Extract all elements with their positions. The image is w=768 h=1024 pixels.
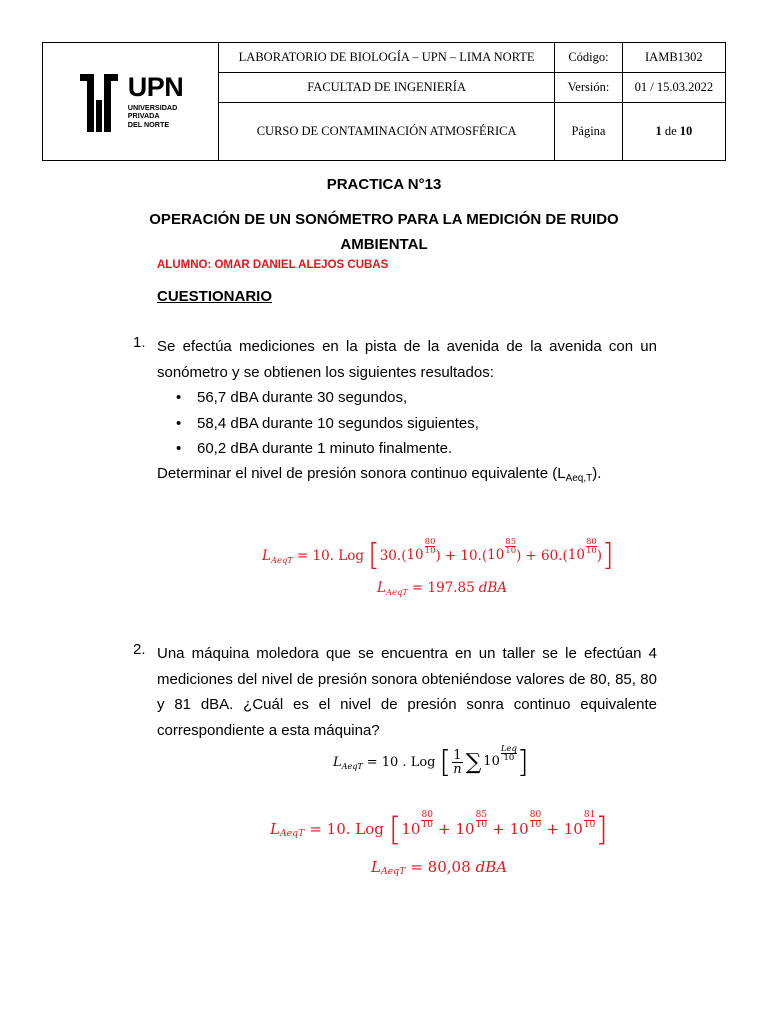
term-2-base: 10	[455, 819, 475, 838]
term-3-exp-den: 10	[529, 819, 542, 830]
upn-torch-icon	[78, 70, 120, 134]
term-2-base: 10	[487, 546, 505, 563]
general-frac-num: 1	[453, 748, 462, 763]
term-3-exp-num: 80	[585, 536, 597, 547]
general-lhs: L	[333, 755, 342, 770]
q1-number: 1.	[133, 334, 146, 351]
term-1-exp-num: 80	[424, 536, 436, 547]
page-total: 10	[679, 124, 693, 138]
term-3-coef: + 60.(	[525, 547, 568, 564]
sum-symbol: ∑	[465, 750, 482, 775]
page-label: Página	[555, 103, 622, 161]
list-item: • 56,7 dBA durante 30 segundos,	[176, 385, 479, 411]
term-4-exp-num: 81	[583, 809, 596, 820]
q1-bullet-list	[176, 385, 479, 462]
faculty-name: FACULTAD DE INGENIERÍA	[219, 73, 555, 103]
term-2-exp-den: 10	[475, 819, 488, 830]
logo-line-3: DEL NORTE	[127, 119, 170, 129]
version-label: Versión:	[555, 73, 622, 103]
term-1-coef: 30.(	[379, 547, 407, 564]
q1-result	[377, 580, 507, 596]
version-value: 01 / 15.03.2022	[622, 73, 725, 103]
practice-title: PRACTICA N°13	[326, 176, 442, 193]
practice-subtitle: OPERACIÓN DE UN SONÓMETRO PARA LA MEDICIÓN DE RUIDO AMBIENTAL	[149, 211, 619, 253]
result-unit: dBA	[478, 580, 508, 596]
term-3-exp-num: 80	[529, 809, 542, 820]
section-heading: CUESTIONARIO	[157, 288, 273, 305]
lab-name: LABORATORIO DE BIOLOGÍA – UPN – LIMA NORTE	[219, 43, 555, 73]
term-4-base: 10	[563, 819, 583, 838]
q1-question	[157, 465, 601, 484]
term-3-exp-den: 10	[585, 546, 597, 556]
q1-question-pre: Determinar el nivel de presión sonora continuo equivalente (L	[157, 465, 566, 482]
term-3-base: 10	[509, 819, 529, 838]
term-1-exp-num: 80	[421, 809, 433, 820]
formula-lhs-sub: AeqT	[279, 827, 305, 839]
general-eq: = 10 . Log	[366, 755, 436, 770]
code-value: IAMB1302	[622, 43, 725, 73]
term-2-coef: + 10.(	[444, 547, 488, 564]
term-1-base: 10	[406, 546, 424, 563]
list-item: • 58,4 dBA durante 10 segundos siguientes,	[176, 411, 479, 437]
general-exp-den: 10	[503, 753, 515, 763]
formula-eq: = 10. Log	[296, 547, 364, 564]
q1-question-post: ).	[592, 465, 602, 482]
q2-result	[371, 858, 507, 876]
logo-upn-text: UPN	[127, 71, 184, 102]
term-2-exp-num: 85	[505, 536, 517, 547]
q1-text: Se efectúa mediciones en la pista de la avenida de la avenida con un sonómetro y se obtienen los siguientes resultados:	[157, 338, 657, 381]
term-1-base: 10	[401, 819, 421, 838]
result-lhs: L	[371, 858, 381, 876]
student-name: ALUMNO: OMAR DANIEL ALEJOS CUBAS	[157, 259, 389, 271]
result-lhs-sub: AeqT	[380, 865, 406, 877]
result-lhs: L	[377, 580, 386, 596]
q2-text: Una máquina moledora que se encuentra en un taller se le efectúan 4 mediciones del nivel de presión sonora obteniéndose valores de 80, 85, 80 y 81 dBA. ¿Cuál es el nivel de presión sonra continuo equivalente correspondiente a esta máquina?	[157, 645, 657, 739]
logo-line-2: PRIVADA	[127, 111, 160, 121]
logo-cell	[43, 43, 219, 161]
general-base: 10	[483, 753, 500, 769]
term-1-exp-den: 10	[424, 546, 436, 556]
general-frac-den: n	[453, 762, 462, 777]
term-2-exp-den: 10	[505, 546, 517, 556]
upn-logo	[43, 70, 218, 134]
formula-eq: = 10. Log	[309, 820, 384, 838]
general-lhs-sub: AeqT	[341, 762, 363, 771]
formula-lhs: L	[270, 820, 280, 838]
page-number	[622, 103, 725, 161]
term-1-exp-den: 10	[421, 819, 433, 830]
page-de: de	[664, 124, 677, 138]
list-item: • 60,2 dBA durante 1 minuto finalmente.	[176, 436, 479, 462]
q1-question-sub: Aeq,T	[565, 473, 593, 484]
code-label: Código:	[555, 43, 622, 73]
result-value: = 80,08	[410, 858, 471, 876]
logo-line-1: UNIVERSIDAD	[127, 102, 178, 112]
term-4-exp-den: 10	[583, 819, 596, 830]
term-3-base: 10	[567, 546, 585, 563]
formula-lhs-sub: AeqT	[270, 554, 293, 565]
page-current: 1	[655, 124, 662, 138]
general-exp-num: Leq	[500, 743, 517, 754]
term-2-exp-num: 85	[475, 809, 488, 820]
q2-general-formula: L AeqT = 10 . Log [ $\frac{1}{n}$ ∑ 10 Leq 10 ]	[333, 743, 529, 780]
q2-number: 2.	[133, 641, 146, 658]
document-header	[42, 42, 726, 161]
course-name: CURSO DE CONTAMINACIÓN ATMOSFÉRICA	[219, 103, 555, 161]
formula-lhs: L	[262, 547, 271, 564]
result-unit: dBA	[475, 858, 508, 876]
result-lhs-sub: AeqT	[385, 587, 408, 597]
result-value: = 197.85	[411, 580, 475, 596]
q2-formula: L AeqT = 10. Log [ 10 $\frac{80}{10}$ + 10 $\frac{85}{10}$ + 10 $\frac{80}{10}$ + 10 $\frac{81}{10}$ ]	[270, 809, 608, 848]
q1-formula: L AeqT = 10. Log [ 30.( 10 $\frac{80}{10}$ ) + 10.( 10 $\frac{85}{10}$ ) + 60.( 10 $\frac{80}{10}$ ) ]	[262, 536, 614, 573]
